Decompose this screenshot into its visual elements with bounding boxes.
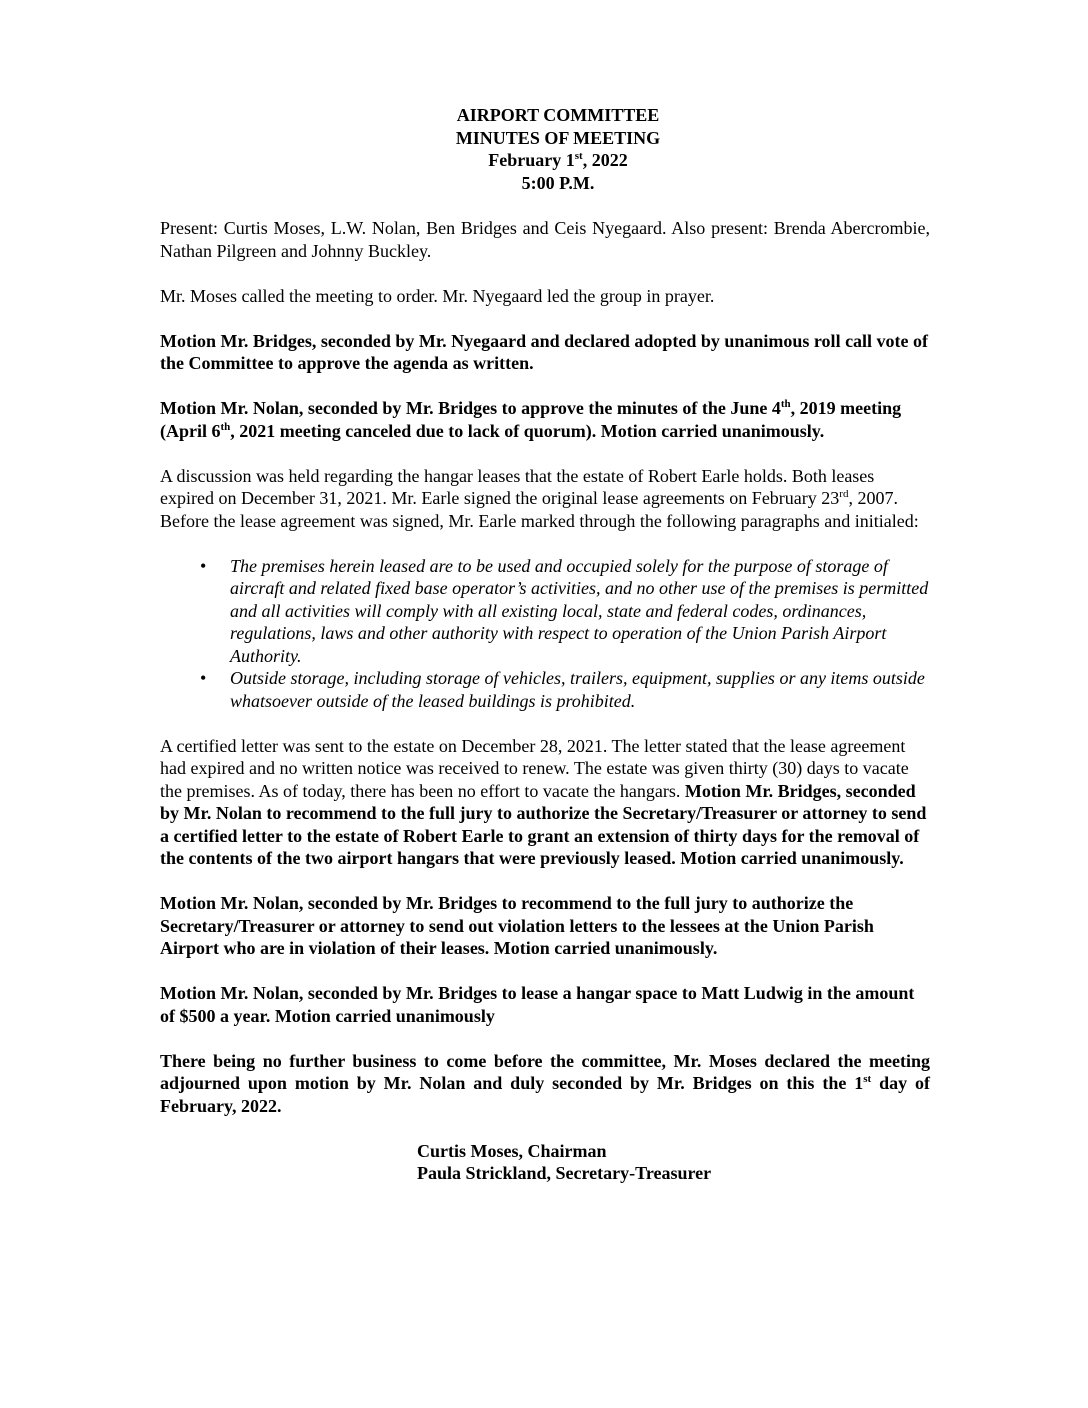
bullet-icon: • [200,668,207,688]
meeting-time: 5:00 P.M. [521,172,595,193]
attendance-paragraph: Present: Curtis Moses, L.W. Nolan, Ben Bridges and Ceis Nyegaard. Also present: Brenda Abercrombie, Nathan Pilgreen and Johnny Buckley. [160,218,930,261]
signature-block [417,1140,930,1185]
bullet-icon: • [200,555,207,576]
hangar-lease-motion: Motion Mr. Nolan, seconded by Mr. Bridges to lease a hangar space to Matt Ludwig in the amount of $500 a year. Motion carried unanimously [160,983,915,1026]
meeting-date: February 1st, 2022 [488,150,628,170]
committee-title: AIRPORT COMMITTEE [456,105,660,125]
document-header [186,104,930,194]
extension-motion: Motion Mr. Bridges, seconded by Mr. Nolan to recommend to the full jury to authorize the Secretary/Treasurer or attorney to send a certified letter to the estate of Robert Earle to grant an extension of thirty days for the removal of the contents of the two airport hangars that were previously leased. Motion carried unanimously. [160,780,927,868]
discussion-paragraph: A discussion was held regarding the hangar leases that the estate of Robert Earle holds. Both leases expired on December 31, 2021. Mr. Earle signed the original lease agreements on February 23rd, 2007. Before the lease agreement was signed, Mr. Earle marked through the following paragraphs and initialed: [160,465,919,531]
violation-letters-motion: Motion Mr. Nolan, seconded by Mr. Bridges to recommend to the full jury to authorize the Secretary/Treasurer or attorney to send out violation letters to the lessees at the Union Parish Airport who are in violation of their leases. Motion carried unanimously. [160,893,874,958]
chairman-signature: Curtis Moses, Chairman [417,1140,607,1161]
certified-letter-paragraph: A certified letter was sent to the estate on December 28, 2021. The letter stated that the lease agreement had expired and no written notice was received to renew. The estate was given thirty (30) days to vacate the premises. As of today, there has been no effort to vacate the hangars. Motion Mr. Bridges, seconded by Mr. Nolan to recommend to the full jury to authorize the Secretary/Treasurer or attorney to send a certified letter to the estate of Robert Earle to grant an extension of thirty days for the removal of the contents of the two airport hangars that were previously leased. Motion carried unanimously. [160,735,927,868]
call-to-order-paragraph: Mr. Moses called the meeting to order. Mr. Nyegaard led the group in prayer. [160,285,715,306]
adjournment-paragraph: There being no further business to come before the committee, Mr. Moses declared the meeting adjourned upon motion by Mr. Nolan and duly seconded by Mr. Bridges on this the 1st day of February, 2022. [160,1050,930,1116]
list-item: • The premises herein leased are to be used and occupied solely for the purpose of storage of aircraft and related fixed base operator’s activities, and no other use of the premises is permitted and all activities will comply with all existing local, state and federal codes, ordinances, regulations, laws and other authority with respect to operation of the Union Parish Airport Authority. [200,555,929,666]
minutes-motion: Motion Mr. Nolan, seconded by Mr. Bridges to approve the minutes of the June 4th, 2019 meeting (April 6th, 2021 meeting canceled due to lack of quorum). Motion carried unanimously. [160,398,902,441]
secretary-signature: Paula Strickland, Secretary-Treasurer [417,1163,712,1183]
struck-paragraphs-list [160,555,930,713]
minutes-title: MINUTES OF MEETING [455,127,661,148]
list-item: • Outside storage, including storage of vehicles, trailers, equipment, supplies or any items outside whatsoever outside of the leased buildings is prohibited. [200,668,925,711]
agenda-motion: Motion Mr. Bridges, seconded by Mr. Nyegaard and declared adopted by unanimous roll call vote of the Committee to approve the agenda as written. [160,330,929,373]
